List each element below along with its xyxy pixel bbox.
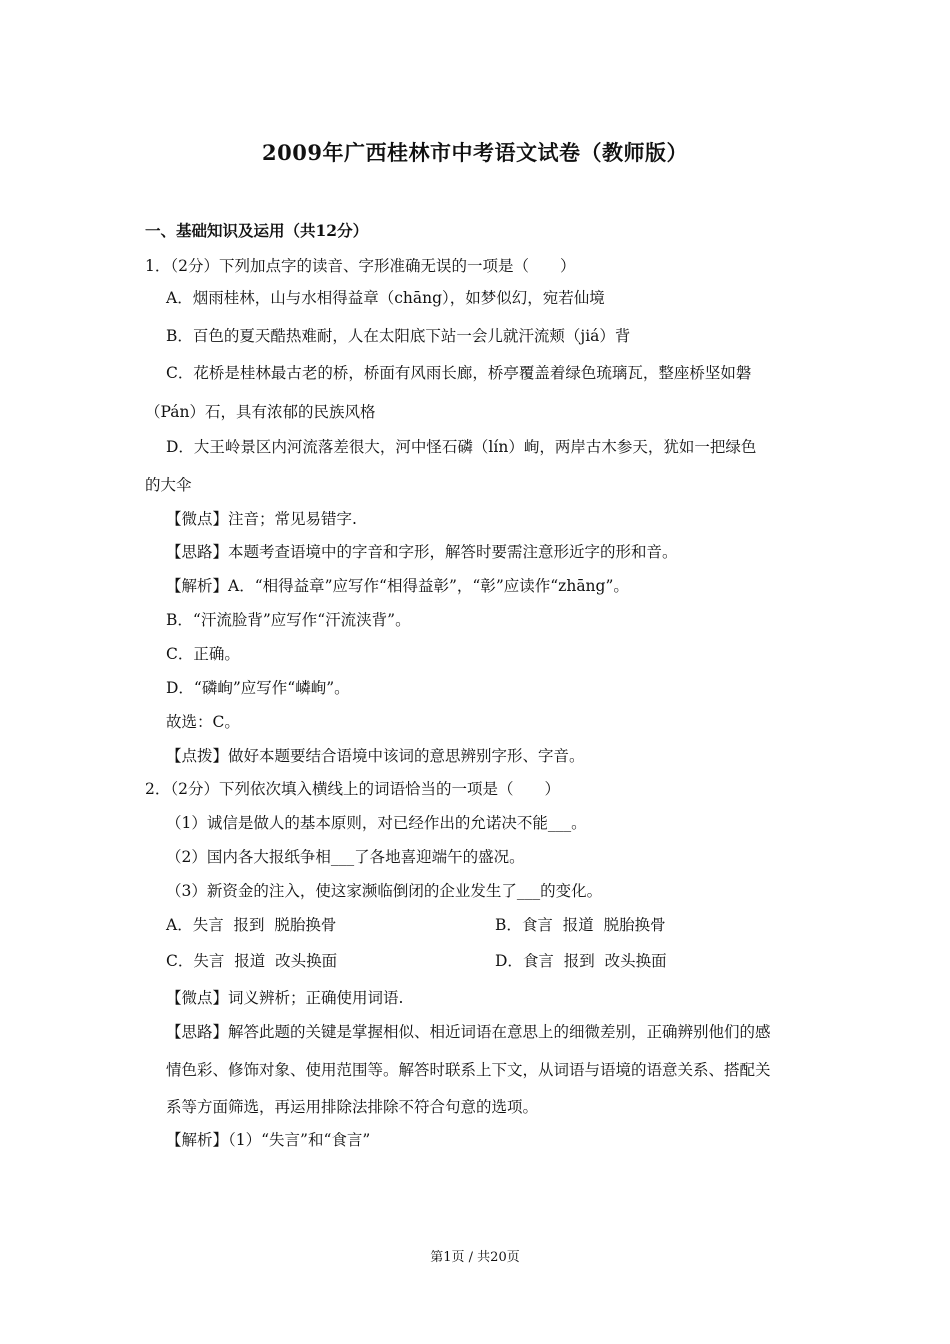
question-2-sentence-3: （3）新资金的注入，使这家濒临倒闭的企业发生了___的变化。: [166, 882, 603, 900]
question-2-option-a: A．失言 报到 脱胎换骨: [166, 916, 337, 934]
question-1-option-a: A．烟雨桂林，山与水相得益章（chāng），如梦似幻，宛若仙境: [166, 289, 605, 307]
question-1-option-d-cont: 的大伞: [145, 476, 192, 494]
question-2-stem: 2．（2分）下列依次填入横线上的词语恰当的一项是（ ）: [145, 780, 560, 798]
question-1-stem: 1．（2分）下列加点字的读音、字形准确无误的一项是（ ）: [145, 257, 576, 275]
page-footer: 第1页 / 共20页: [430, 1250, 520, 1265]
question-2-sentence-2: （2）国内各大报纸争相___了各地喜迎端午的盛况。: [166, 848, 525, 866]
question-1-option-c-cont: （Pán）石，具有浓郁的民族风格: [145, 403, 376, 421]
question-2-silu-line3: 系等方面筛选，再运用排除法排除不符合句意的选项。: [166, 1098, 539, 1116]
question-1-option-c: C．花桥是桂林最古老的桥，桥面有风雨长廊，桥亭覆盖着绿色琉璃瓦，整座桥坚如磐: [166, 364, 752, 382]
question-2-silu-line1: 【思路】解答此题的关键是掌握相似、相近词语在意思上的细微差别，正确辨别他们的感: [166, 1023, 771, 1041]
section-heading: 一、基础知识及运用（共12分）: [145, 221, 369, 240]
question-1-answer: 故选：C。: [166, 713, 240, 731]
question-2-weidian: 【微点】词义辨析；正确使用词语.: [166, 989, 404, 1007]
question-1-jiexi-c: C．正确。: [166, 645, 240, 663]
question-1-option-b: B．百色的夏天酷热难耐，人在太阳底下站一会儿就汗流颊（jiá）背: [166, 327, 631, 345]
question-2-option-c: C．失言 报道 改头换面: [166, 952, 338, 970]
document-title: 2009年广西桂林市中考语文试卷（教师版）: [262, 140, 688, 165]
question-1-silu: 【思路】本题考查语境中的字音和字形，解答时要需注意形近字的形和音。: [166, 543, 678, 561]
question-1-jiexi: 【解析】A．“相得益章”应写作“相得益彰”，“彰”应读作“zhāng”。: [166, 577, 629, 595]
question-2-option-b: B．食言 报道 脱胎换骨: [495, 916, 666, 934]
question-2-silu-line2: 情色彩、修饰对象、使用范围等。解答时联系上下文，从词语与语境的语意关系、搭配关: [166, 1061, 771, 1079]
question-2-option-d: D．食言 报到 改头换面: [495, 952, 667, 970]
question-1-dianbo: 【点拨】做好本题要结合语境中该词的意思辨别字形、字音。: [166, 747, 585, 765]
question-2-sentence-1: （1）诚信是做人的基本原则，对已经作出的允诺决不能___。: [166, 814, 587, 832]
question-1-jiexi-d: D．“磷峋”应写作“嶙峋”。: [166, 679, 350, 697]
question-1-weidian: 【微点】注音；常见易错字.: [166, 510, 357, 528]
question-1-option-d: D．大王岭景区内河流落差很大，河中怪石磷（lín）峋，两岸古木参天，犹如一把绿色: [166, 438, 757, 456]
question-1-jiexi-b: B．“汗流脸背”应写作“汗流浃背”。: [166, 611, 411, 629]
question-2-jiexi: 【解析】（1）“失言”和“食言”: [166, 1131, 371, 1149]
